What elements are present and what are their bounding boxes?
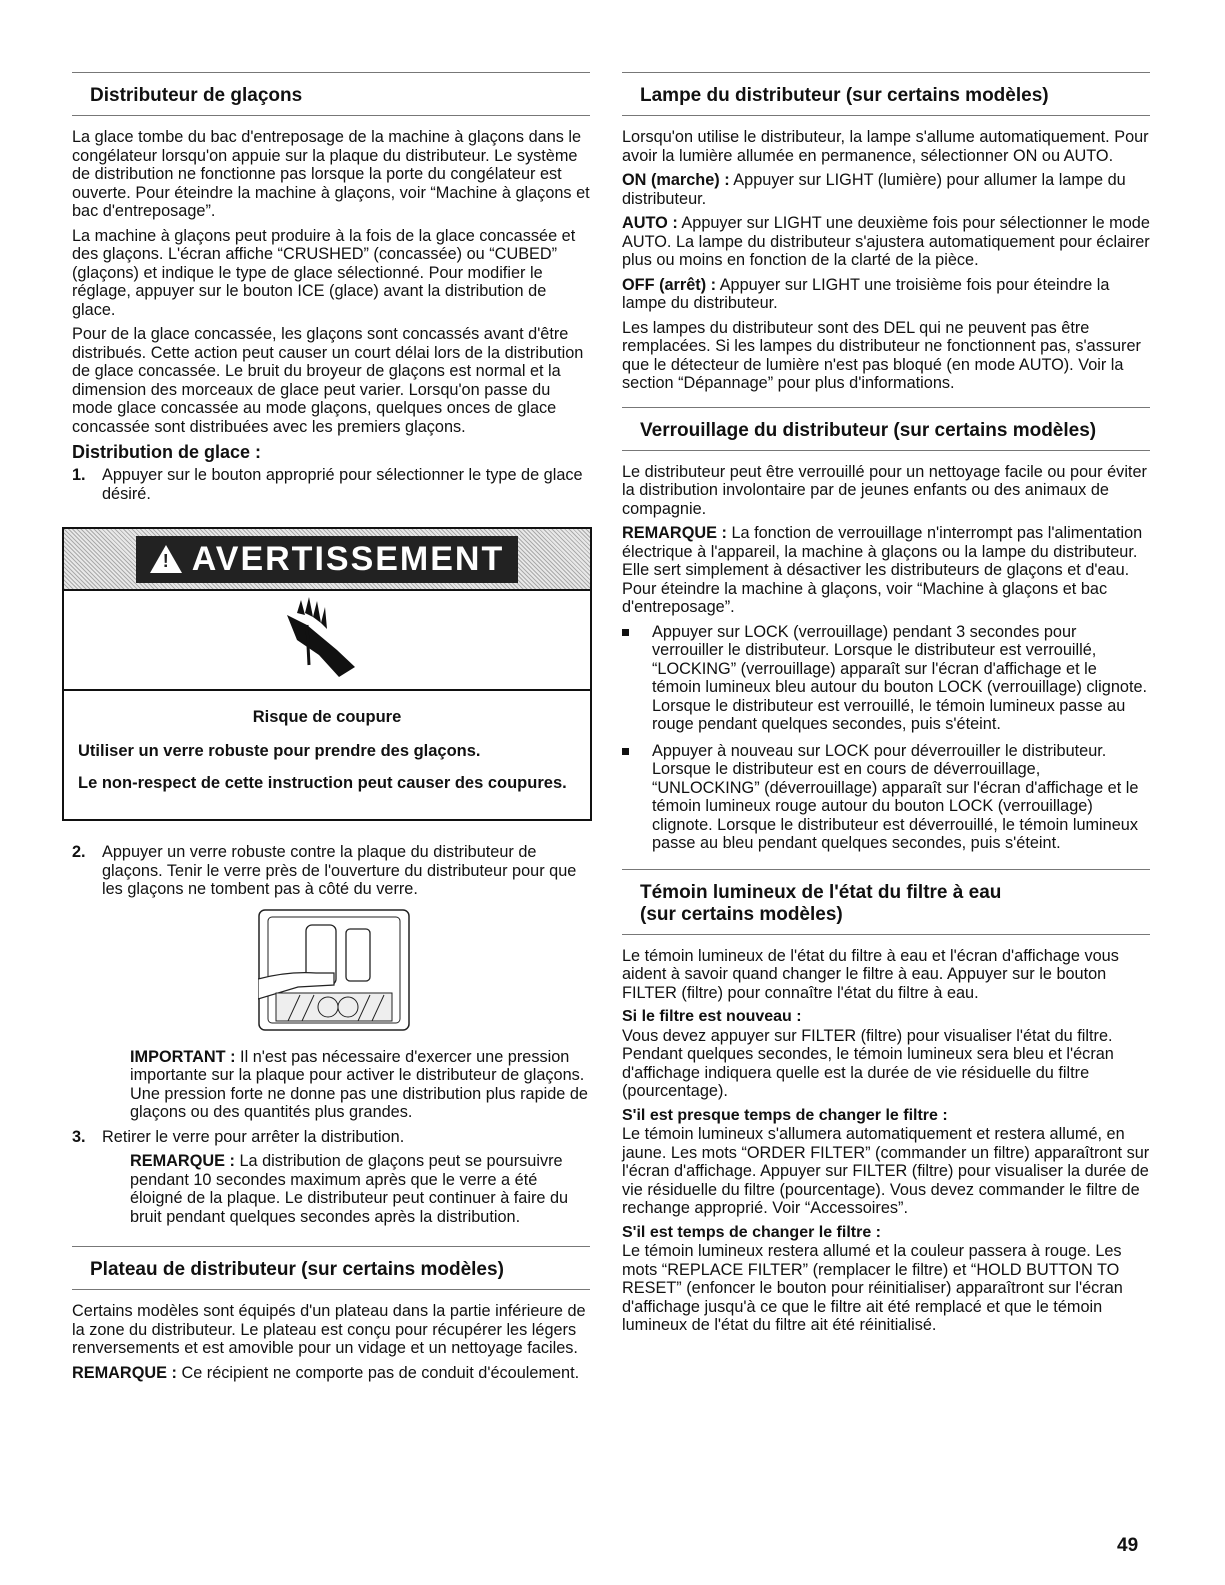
option-text: Appuyer sur LIGHT une troisième fois pour éteindre la lampe du distributeur. xyxy=(622,275,1110,312)
paragraph: Le témoin lumineux de l'état du filtre à eau et l'écran d'affichage vous aident à savoir quand changer le filtre à eau. Appuyer sur le bouton FILTER (filtre) pour connaître l'état du filtre à eau. xyxy=(622,946,1119,1002)
section-title-filter-indicator xyxy=(622,869,1150,935)
option-label: ON (marche) : xyxy=(622,171,730,189)
warning-picture xyxy=(64,591,590,691)
step-1 xyxy=(72,466,590,503)
paragraph: Lorsqu'on utilise le distributeur, la lampe s'allume automatiquement. Pour avoir la lumière allumée en permanence, sélectionner ON ou AUTO. xyxy=(622,128,1149,165)
dispenser-drawing xyxy=(258,909,410,1031)
bullet-square-icon xyxy=(622,629,629,636)
note-2 xyxy=(72,1364,590,1383)
paragraph: Le distributeur peut être verrouillé pour un nettoyage facile ou pour éviter la distribution involontaire par de jeunes enfants ou des animaux de compagnie. xyxy=(622,462,1147,518)
step-2 xyxy=(72,843,590,899)
bullet-square-icon xyxy=(622,748,629,755)
warning-title-bar xyxy=(136,536,519,583)
warning-triangle-icon: ! xyxy=(150,545,182,573)
section-title-line-1: Témoin lumineux de l'état du filtre à eau xyxy=(640,881,1002,903)
paragraph: La machine à glaçons peut produire à la fois de la glace concassée et des glaçons. L'écran affiche “CRUSHED” (concassée) ou “CUBED” (glaçons) et indique le type de glace sélectionné. Pour modifier le réglage, appuyer sur le bouton ICE (glace) avant la distribution de glace. xyxy=(72,226,576,319)
option-label: OFF (arrêt) : xyxy=(622,275,717,294)
section-title-dispenser-tray: Plateau de distributeur (sur certains modèles) xyxy=(72,1246,590,1290)
subheading-time-to-change: S'il est temps de changer le filtre : xyxy=(622,1223,881,1241)
step-3 xyxy=(72,1128,590,1147)
bullet-unlock xyxy=(622,742,1150,853)
subheading-new-filter: Si le filtre est nouveau : xyxy=(622,1008,802,1025)
note-label: REMARQUE : xyxy=(622,524,727,542)
bullet-lock xyxy=(622,623,1150,734)
paragraph: Le témoin lumineux restera allumé et la couleur passera à rouge. Les mots “REPLACE FILTER” (remplacer le filtre) et “HOLD BUTTON TO RESET” (enfoncer le bouton pour réinitialiser) apparaîtront sur l'écran d'affichage jusqu'à ce que le filtre ait été remplacé et que le témoin lumineux de l'état du filtre ait été réinitialisé. xyxy=(622,1242,1123,1334)
important-note xyxy=(72,1048,590,1122)
on-option xyxy=(622,171,1150,208)
note-3 xyxy=(622,524,1150,617)
note-text: La distribution de glaçons peut se poursuivre pendant 10 secondes maximum après que le verre a été éloigné de la plaque. Le distributeur peut continuer à faire du bruit pendant quelques secondes après la distribution. xyxy=(130,1152,569,1226)
warning-box xyxy=(62,527,592,821)
note-text: Ce récipient ne comporte pas de conduit d'écoulement. xyxy=(176,1363,580,1382)
note-label: REMARQUE : xyxy=(72,1363,177,1382)
page-number: 49 xyxy=(1117,1535,1139,1556)
option-label: AUTO : xyxy=(622,214,678,232)
bullet-text: Appuyer à nouveau sur LOCK pour déverrouiller le distributeur. Lorsque le distributeur est en cours de déverrouillage, “UNLOCKING” (déverrouillage) apparaît sur l'écran d'affichage et le témoin lumineux rouge autour du bouton LOCK (verrouillage) clignote. Lorsque le distributeur est déverrouillé, le témoin lumineux passe au bleu pendant quelques secondes, puis s'éteint. xyxy=(652,741,1139,852)
dispenser-illustration xyxy=(258,909,590,1036)
paragraph: Les lampes du distributeur sont des DEL qui ne peuvent pas être remplacées. Si les lampes du distributeur ne fonctionnent pas, s'assurer que le détecteur de lumière n'est pas bloqué (en mode AUTO). Voir la section “Dépannage” pour plus d'informations. xyxy=(622,318,1141,392)
paragraph: Certains modèles sont équipés d'un plateau dans la partie inférieure de la zone du distributeur. Le plateau est conçu pour récupérer les légers renversements et est amovible pour un vidage et un nettoyage faciles. xyxy=(72,1302,586,1357)
step-text: Appuyer sur le bouton approprié pour sélectionner le type de glace désiré. xyxy=(102,466,583,503)
subheading-distribution: Distribution de glace : xyxy=(72,442,262,462)
note-label: REMARQUE : xyxy=(130,1152,235,1170)
paragraph: La glace tombe du bac d'entreposage de la machine à glaçons dans le congélateur lorsqu'on appuie sur la plaque du distributeur. Le système de distribution ne fonctionne pas lorsque la porte du congélateur est ouverte. Pour éteindre la machine à glaçons, voir “Machine à glaçons et bac d'entreposage”. xyxy=(72,128,590,220)
warning-line-2: Le non-respect de cette instruction peut causer des coupures. xyxy=(78,774,567,792)
left-column xyxy=(72,72,590,1388)
paragraph: Pour de la glace concassée, les glaçons sont concassés avant d'être distribués. Cette action peut causer un court délai lors de la distribution de glace concassée. Le bruit du broyeur de glaçons est normal et la dimension des morceaux de glace peut varier. Lorsqu'on passe du mode glace concassée au mode glaçons, quelques onces de glace concassée sont distribuées avec les premiers glaçons. xyxy=(72,325,584,436)
note-text: La fonction de verrouillage n'interrompt pas l'alimentation électrique à l'appareil, la machine à glaçons ou la lampe du distributeur. Elle sert simplement à désactiver les distributeurs de glaçons et d'eau. Pour éteindre la machine à glaçons, voir “Machine à glaçons et bac d'entreposage”. xyxy=(622,524,1143,616)
auto-option xyxy=(622,214,1150,270)
important-text: Il n'est pas nécessaire d'exercer une pression importante sur la plaque pour activer le distributeur de glaçons. Une pression forte ne donne pas une distribution plus rapide de glaçons ou des quantités plus grandes. xyxy=(130,1047,588,1121)
warning-header xyxy=(64,529,590,591)
option-text: Appuyer sur LIGHT une deuxième fois pour sélectionner le mode AUTO. La lampe du distributeur s'ajustera automatiquement pour éclairer plus ou moins en fonction de la clarté de la pièce. xyxy=(622,214,1150,269)
important-label: IMPORTANT : xyxy=(130,1047,236,1066)
right-column xyxy=(622,72,1150,1341)
step-number: 2. xyxy=(72,843,86,861)
step-number: 3. xyxy=(72,1127,86,1146)
step-text: Retirer le verre pour arrêter la distribution. xyxy=(102,1127,405,1146)
step-number: 1. xyxy=(72,466,86,484)
note-1 xyxy=(100,1152,590,1226)
section-title-dispenser-lock: Verrouillage du distributeur (sur certains modèles) xyxy=(622,407,1150,451)
warning-body xyxy=(64,691,590,819)
section-title-ice-dispenser: Distributeur de glaçons xyxy=(72,72,590,116)
section-title-dispenser-light: Lampe du distributeur (sur certains modèles) xyxy=(622,72,1150,116)
warning-line-1: Utiliser un verre robuste pour prendre des glaçons. xyxy=(78,742,481,760)
paragraph: Vous devez appuyer sur FILTER (filtre) pour visualiser l'état du filtre. Pendant quelques secondes, le témoin lumineux sera bleu et l'écran d'affichage indiquera quelle est la durée de vie résiduelle du filtre (pourcentage). xyxy=(622,1026,1114,1100)
step-text: Appuyer un verre robuste contre la plaque du distributeur de glaçons. Tenir le verre près de l'ouverture du distributeur pour que les glaçons ne tombent pas à côté du verre. xyxy=(102,843,577,898)
warning-risk: Risque de coupure xyxy=(252,708,402,726)
subheading-almost-time: S'il est presque temps de changer le filtre : xyxy=(622,1106,948,1124)
cut-hand-icon xyxy=(267,595,387,685)
section-title-line-2: (sur certains modèles) xyxy=(640,903,843,925)
option-text: Appuyer sur LIGHT (lumière) pour allumer la lampe du distributeur. xyxy=(622,171,1126,208)
warning-title: AVERTISSEMENT xyxy=(191,539,505,578)
off-option xyxy=(622,276,1150,313)
bullet-text: Appuyer sur LOCK (verrouillage) pendant 3 secondes pour verrouiller le distributeur. Lorsque le distributeur est verrouillé, “LOCKING” (verrouillage) apparaît sur l'écran d'affichage et le témoin lumineux bleu autour du bouton LOCK (verrouillage) clignote. Lorsque le distributeur est verrouillé, le témoin lumineux passe au rouge pendant quelques secondes, puis s'éteint. xyxy=(652,622,1148,733)
paragraph: Le témoin lumineux s'allumera automatiquement et restera allumé, en jaune. Les mots “ORDER FILTER” (commander un filtre) apparaîtront sur l'écran d'affichage. Appuyer sur FILTER (filtre) pour visualiser la durée de vie résiduelle du filtre (pourcentage). Vous devez commander le filtre de rechange approprié. Voir “Accessoires”. xyxy=(622,1125,1150,1217)
